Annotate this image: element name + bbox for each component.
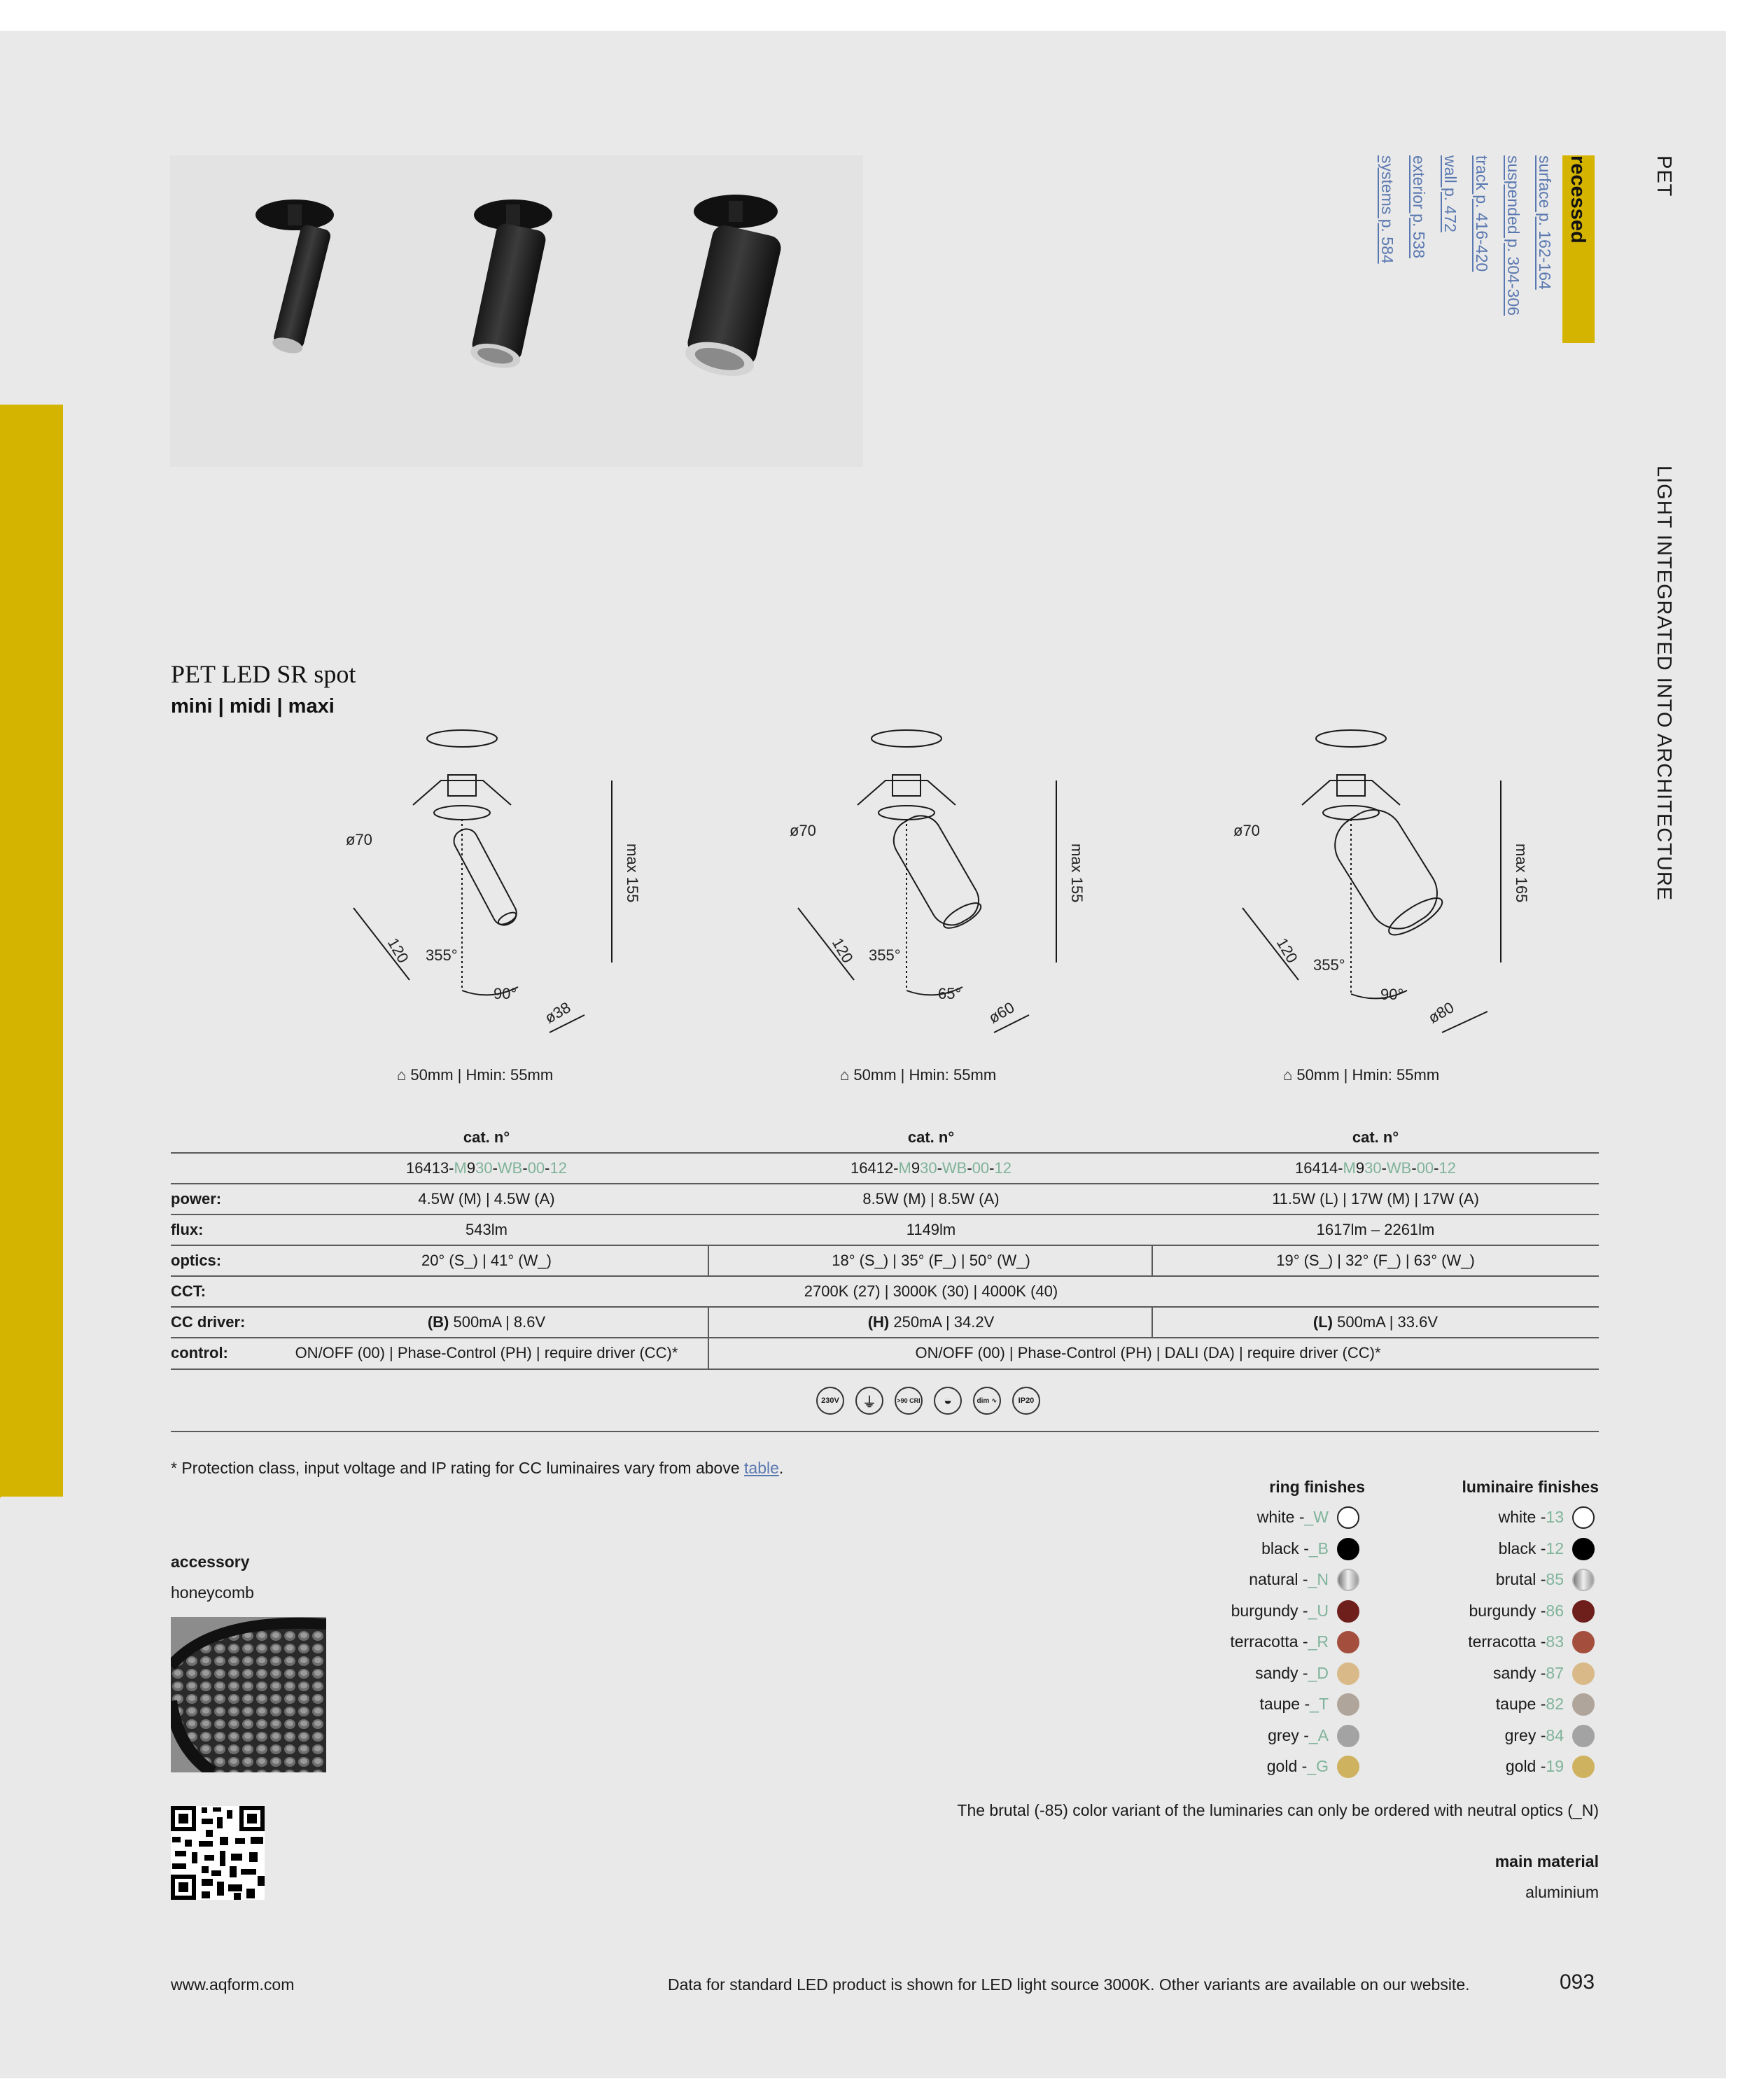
drawing-maxi xyxy=(1211,724,1533,1040)
optics-midi: 18° (S_) | 35° (F_) | 50° (W_) xyxy=(832,1252,1030,1269)
cat-part: 30 xyxy=(475,1159,493,1177)
finish-code: _G xyxy=(1307,1757,1329,1775)
product-photos xyxy=(170,155,863,467)
photo-maxi xyxy=(682,195,783,382)
cat-part: 30 xyxy=(920,1159,937,1177)
material-value: aluminium xyxy=(1525,1883,1599,1901)
cert-beam-icon: ◒ xyxy=(934,1387,962,1415)
accessory-heading: accessory xyxy=(171,1553,250,1571)
luminaire-finish-swatch[interactable] xyxy=(1572,1725,1595,1747)
power-midi: 8.5W (M) | 8.5W (A) xyxy=(862,1190,1000,1208)
table-rule xyxy=(171,1431,1599,1432)
finish-name: black - xyxy=(1261,1539,1309,1558)
footer-url[interactable]: www.aqform.com xyxy=(171,1975,295,1994)
cert-ground-icon: ⏚ xyxy=(855,1387,883,1415)
drawing-maxi-len: 120 xyxy=(1273,934,1301,966)
finish-code: 86 xyxy=(1546,1601,1564,1620)
finish-name: black - xyxy=(1498,1539,1546,1558)
finish-name: sandy - xyxy=(1492,1663,1546,1682)
luminaire-finish-swatch[interactable] xyxy=(1572,1569,1595,1591)
finish-name: brutal - xyxy=(1495,1570,1546,1588)
product-variants: mini | midi | maxi xyxy=(171,695,335,718)
luminaire-finish-label xyxy=(1354,1602,1564,1620)
cct-all: 2700K (27) | 3000K (30) | 4000K (40) xyxy=(804,1282,1058,1300)
finish-code: _A xyxy=(1308,1726,1329,1744)
control-mini: ON/OFF (00) | Phase-Control (PH) | require driver (CC)* xyxy=(295,1344,678,1362)
cat-number-maxi xyxy=(1239,1159,1512,1177)
luminaire-finish-label xyxy=(1354,1664,1564,1683)
row-label-control: control: xyxy=(171,1344,228,1362)
finish-name: burgundy - xyxy=(1231,1601,1308,1620)
driver-value: 500mA | 33.6V xyxy=(1333,1313,1438,1331)
finish-name: sandy - xyxy=(1255,1663,1308,1682)
finish-code: 12 xyxy=(1546,1539,1564,1558)
finish-name: gold - xyxy=(1505,1757,1546,1775)
brutal-note: The brutal (-85) color variant of the luminaries can only be ordered with neutral optics (_N) xyxy=(957,1801,1599,1819)
finish-name: gold - xyxy=(1266,1757,1308,1775)
drawing-maxi-mount xyxy=(1283,1066,1439,1084)
finish-code: _D xyxy=(1308,1663,1329,1682)
cat-part: 00 xyxy=(972,1159,990,1177)
ring-finish-label xyxy=(1119,1602,1329,1620)
product-title: PET LED SR spot xyxy=(171,660,356,688)
table-rule xyxy=(171,1183,1599,1184)
footer-note: Data for standard LED product is shown for LED light source 3000K. Other variants are available on our website. xyxy=(668,1975,1470,1994)
cat-part: 9 xyxy=(911,1159,920,1177)
driver-code: (L) xyxy=(1312,1313,1334,1331)
luminaire-finishes-heading: luminaire finishes xyxy=(1462,1478,1599,1496)
ring-finish-label xyxy=(1119,1757,1329,1776)
cat-part: - xyxy=(937,1159,942,1177)
drawing-mini-len: 120 xyxy=(384,934,412,966)
mount-icon: ⌂ xyxy=(840,1066,854,1084)
control-midi-maxi: ON/OFF (00) | Phase-Control (PH) | DALI (DA) | require driver (CC)* xyxy=(915,1344,1381,1362)
drawing-midi-mount xyxy=(840,1066,996,1084)
nav-link-wall[interactable] xyxy=(1441,155,1460,232)
footnote-end: . xyxy=(778,1459,784,1477)
finish-code: 83 xyxy=(1546,1632,1564,1651)
table-divider xyxy=(708,1245,709,1275)
cat-part: 16414- xyxy=(1295,1159,1343,1177)
cat-part: M xyxy=(898,1159,911,1177)
driver-maxi xyxy=(1239,1313,1512,1331)
finish-name: burgundy - xyxy=(1469,1601,1546,1620)
finish-code: _B xyxy=(1308,1539,1329,1558)
cert-dim-icon: dim ∿ xyxy=(973,1387,1001,1415)
row-label-cct: CCT: xyxy=(171,1282,206,1300)
cat-part: M xyxy=(454,1159,467,1177)
drawing-midi xyxy=(766,724,1088,1040)
cat-part: 00 xyxy=(1416,1159,1434,1177)
drawing-midi-rot: 355° xyxy=(869,946,901,964)
cat-part: - xyxy=(545,1159,550,1177)
luminaire-finish-label xyxy=(1354,1570,1564,1589)
cat-part: WB xyxy=(941,1159,967,1177)
table-rule xyxy=(171,1337,1599,1338)
table-rule xyxy=(171,1214,1599,1215)
table-divider xyxy=(1152,1245,1153,1275)
finish-code: 13 xyxy=(1546,1508,1564,1526)
finish-name: white - xyxy=(1498,1508,1546,1526)
cat-header-2: cat. n° xyxy=(907,1128,955,1146)
nav-link-surface[interactable] xyxy=(1535,155,1554,290)
drawing-mini-dia-top: ø70 xyxy=(346,831,372,848)
mount-icon: ⌂ xyxy=(397,1066,411,1084)
finish-code: 84 xyxy=(1546,1726,1564,1744)
mount-icon: ⌂ xyxy=(1283,1066,1297,1084)
page-number: 093 xyxy=(1560,1970,1595,1994)
cat-number-midi xyxy=(794,1159,1068,1177)
finish-code: 82 xyxy=(1546,1695,1564,1713)
cat-header-1: cat. n° xyxy=(463,1128,510,1146)
finish-code: _T xyxy=(1310,1695,1329,1713)
luminaire-finish-label xyxy=(1354,1695,1564,1714)
qr-code[interactable] xyxy=(171,1806,265,1900)
finish-name: taupe - xyxy=(1495,1695,1546,1713)
drawing-maxi-dia-top: ø70 xyxy=(1233,822,1260,839)
luminaire-finish-label xyxy=(1354,1539,1564,1558)
mount-text: 50mm | Hmin: 55mm xyxy=(1296,1066,1440,1084)
table-rule xyxy=(171,1245,1599,1246)
drawing-midi-height: max 155 xyxy=(1068,844,1086,903)
footnote-table-link[interactable]: table xyxy=(744,1459,779,1477)
drawing-maxi-tilt: 90° xyxy=(1380,986,1404,1003)
nav-link-text[interactable]: track p. 416-420 xyxy=(1473,155,1491,272)
finish-code: 87 xyxy=(1546,1663,1564,1682)
optics-maxi: 19° (S_) | 32° (F_) | 63° (W_) xyxy=(1276,1252,1475,1269)
nav-link-exterior[interactable] xyxy=(1409,155,1428,258)
footnote-text: * Protection class, input voltage and IP rating for CC luminaires vary from above xyxy=(171,1459,745,1477)
flux-mini: 543lm xyxy=(465,1221,507,1238)
cat-part: 9 xyxy=(1355,1159,1365,1177)
ring-finish-label xyxy=(1119,1508,1329,1527)
table-rule xyxy=(171,1275,1599,1277)
luminaire-finish-label xyxy=(1354,1757,1564,1776)
table-rule xyxy=(171,1368,1599,1370)
finish-name: grey - xyxy=(1504,1726,1546,1744)
cat-part: - xyxy=(989,1159,995,1177)
nav-link-text[interactable]: surface p. 162-164 xyxy=(1536,155,1554,290)
drawing-mini-mount xyxy=(397,1066,553,1084)
cat-part: - xyxy=(492,1159,498,1177)
drawing-mini-tilt: 90° xyxy=(493,985,517,1002)
mount-text: 50mm | Hmin: 55mm xyxy=(410,1066,554,1084)
cat-part: M xyxy=(1343,1159,1356,1177)
cat-part: 16412- xyxy=(850,1159,899,1177)
nav-link-systems[interactable] xyxy=(1378,155,1396,264)
table-rule xyxy=(171,1306,1599,1308)
finish-code: _U xyxy=(1308,1601,1329,1620)
cert-cri-icon: >90 CRI xyxy=(895,1387,923,1415)
footnote xyxy=(171,1459,783,1478)
nav-link-track[interactable] xyxy=(1472,155,1491,272)
cat-part: 12 xyxy=(994,1159,1011,1177)
driver-code: (B) xyxy=(427,1313,449,1331)
drawing-mini xyxy=(322,724,644,1040)
cat-part: WB xyxy=(1386,1159,1412,1177)
ring-finish-label xyxy=(1119,1695,1329,1714)
luminaire-finish-swatch[interactable] xyxy=(1572,1538,1595,1560)
finish-name: grey - xyxy=(1268,1726,1309,1744)
driver-midi xyxy=(794,1313,1068,1331)
cert-230v-icon: 230V xyxy=(816,1387,844,1415)
finish-name: taupe - xyxy=(1259,1695,1310,1713)
ring-finish-label xyxy=(1119,1726,1329,1745)
finish-code: _R xyxy=(1308,1632,1329,1651)
finish-code: 85 xyxy=(1546,1570,1564,1588)
accessory-name: honeycomb xyxy=(171,1583,254,1602)
row-label-optics: optics: xyxy=(171,1252,222,1269)
table-rule xyxy=(171,1152,1599,1154)
drawing-maxi-rot: 355° xyxy=(1313,956,1345,974)
drawing-maxi-height: max 165 xyxy=(1513,844,1530,903)
luminaire-finish-swatch[interactable] xyxy=(1572,1506,1595,1529)
cat-part: - xyxy=(1381,1159,1387,1177)
row-label-driver: CC driver: xyxy=(171,1313,246,1331)
luminaire-finish-label xyxy=(1354,1632,1564,1651)
ring-finish-label xyxy=(1119,1539,1329,1558)
nav-active-recessed[interactable]: recessed xyxy=(1567,155,1589,244)
ring-finish-label xyxy=(1119,1632,1329,1651)
nav-link-text[interactable]: exterior p. 538 xyxy=(1410,155,1428,259)
cat-part: - xyxy=(1411,1159,1417,1177)
section-label: LIGHT INTEGRATED INTO ARCHITECTURE xyxy=(1653,465,1675,902)
family-label: PET xyxy=(1653,155,1675,197)
nav-link-text[interactable]: systems p. 584 xyxy=(1378,155,1396,264)
row-label-flux: flux: xyxy=(171,1221,204,1238)
accent-side-bar xyxy=(0,405,63,1497)
power-maxi: 11.5W (L) | 17W (M) | 17W (A) xyxy=(1272,1190,1479,1208)
table-divider xyxy=(708,1306,709,1337)
nav-link-suspended[interactable] xyxy=(1504,155,1522,316)
cert-ip20-icon: IP20 xyxy=(1012,1387,1040,1415)
nav-link-text[interactable]: suspended p. 304-306 xyxy=(1504,155,1522,316)
row-label-power: power: xyxy=(171,1190,222,1208)
photo-midi xyxy=(468,200,552,372)
finish-code: 19 xyxy=(1546,1757,1564,1775)
drawing-mini-height: max 155 xyxy=(624,844,641,903)
finish-name: terracotta - xyxy=(1468,1632,1546,1651)
finish-name: natural - xyxy=(1249,1570,1308,1588)
cat-part: - xyxy=(1434,1159,1439,1177)
flux-maxi: 1617lm – 2261lm xyxy=(1316,1221,1435,1238)
luminaire-finish-swatch[interactable] xyxy=(1572,1600,1595,1623)
cat-part: 00 xyxy=(527,1159,545,1177)
drawing-mini-dia: ø38 xyxy=(542,998,574,1027)
drawing-mini-rot: 355° xyxy=(426,946,458,964)
cat-part: 12 xyxy=(1438,1159,1456,1177)
power-mini: 4.5W (M) | 4.5W (A) xyxy=(418,1190,555,1208)
finish-name: white - xyxy=(1256,1508,1305,1526)
driver-value: 500mA | 8.6V xyxy=(449,1313,546,1331)
cat-number-mini xyxy=(350,1159,623,1177)
cat-part: - xyxy=(522,1159,528,1177)
luminaire-finish-swatch[interactable] xyxy=(1572,1662,1595,1685)
finish-code: _W xyxy=(1304,1508,1329,1526)
table-divider xyxy=(1152,1306,1153,1337)
cat-part: WB xyxy=(497,1159,523,1177)
drawing-midi-dia-top: ø70 xyxy=(790,822,816,839)
cat-part: 30 xyxy=(1364,1159,1382,1177)
luminaire-finish-label xyxy=(1354,1726,1564,1745)
honeycomb-photo xyxy=(171,1617,326,1772)
cat-part: 16413- xyxy=(406,1159,454,1177)
cat-part: 9 xyxy=(466,1159,476,1177)
driver-value: 250mA | 34.2V xyxy=(889,1313,995,1331)
luminaire-finish-swatch[interactable] xyxy=(1572,1693,1595,1716)
ring-finishes-heading: ring finishes xyxy=(1269,1478,1365,1496)
driver-mini xyxy=(350,1313,623,1331)
drawing-midi-tilt: 65° xyxy=(938,985,962,1002)
finish-code: _N xyxy=(1308,1570,1329,1588)
table-divider xyxy=(708,1337,709,1368)
ring-finish-label xyxy=(1119,1664,1329,1683)
driver-code: (H) xyxy=(867,1313,890,1331)
ring-finish-label xyxy=(1119,1570,1329,1589)
luminaire-finish-label xyxy=(1354,1508,1564,1527)
drawing-midi-dia: ø60 xyxy=(986,998,1018,1027)
photo-mini xyxy=(255,200,334,356)
material-heading: main material xyxy=(1494,1852,1599,1870)
accent-bar-notch xyxy=(0,1483,15,1498)
optics-mini: 20° (S_) | 41° (W_) xyxy=(421,1252,552,1269)
cat-header-3: cat. n° xyxy=(1352,1128,1399,1146)
luminaire-finish-swatch[interactable] xyxy=(1572,1631,1595,1653)
finish-name: terracotta - xyxy=(1230,1632,1308,1651)
cat-part: 12 xyxy=(550,1159,567,1177)
luminaire-finish-swatch[interactable] xyxy=(1572,1756,1595,1778)
mount-text: 50mm | Hmin: 55mm xyxy=(853,1066,997,1084)
drawing-midi-len: 120 xyxy=(828,934,857,966)
cat-part: - xyxy=(967,1159,972,1177)
flux-midi: 1149lm xyxy=(906,1221,956,1238)
drawing-maxi-dia: ø80 xyxy=(1425,998,1457,1027)
nav-link-text[interactable]: wall p. 472 xyxy=(1441,155,1460,232)
